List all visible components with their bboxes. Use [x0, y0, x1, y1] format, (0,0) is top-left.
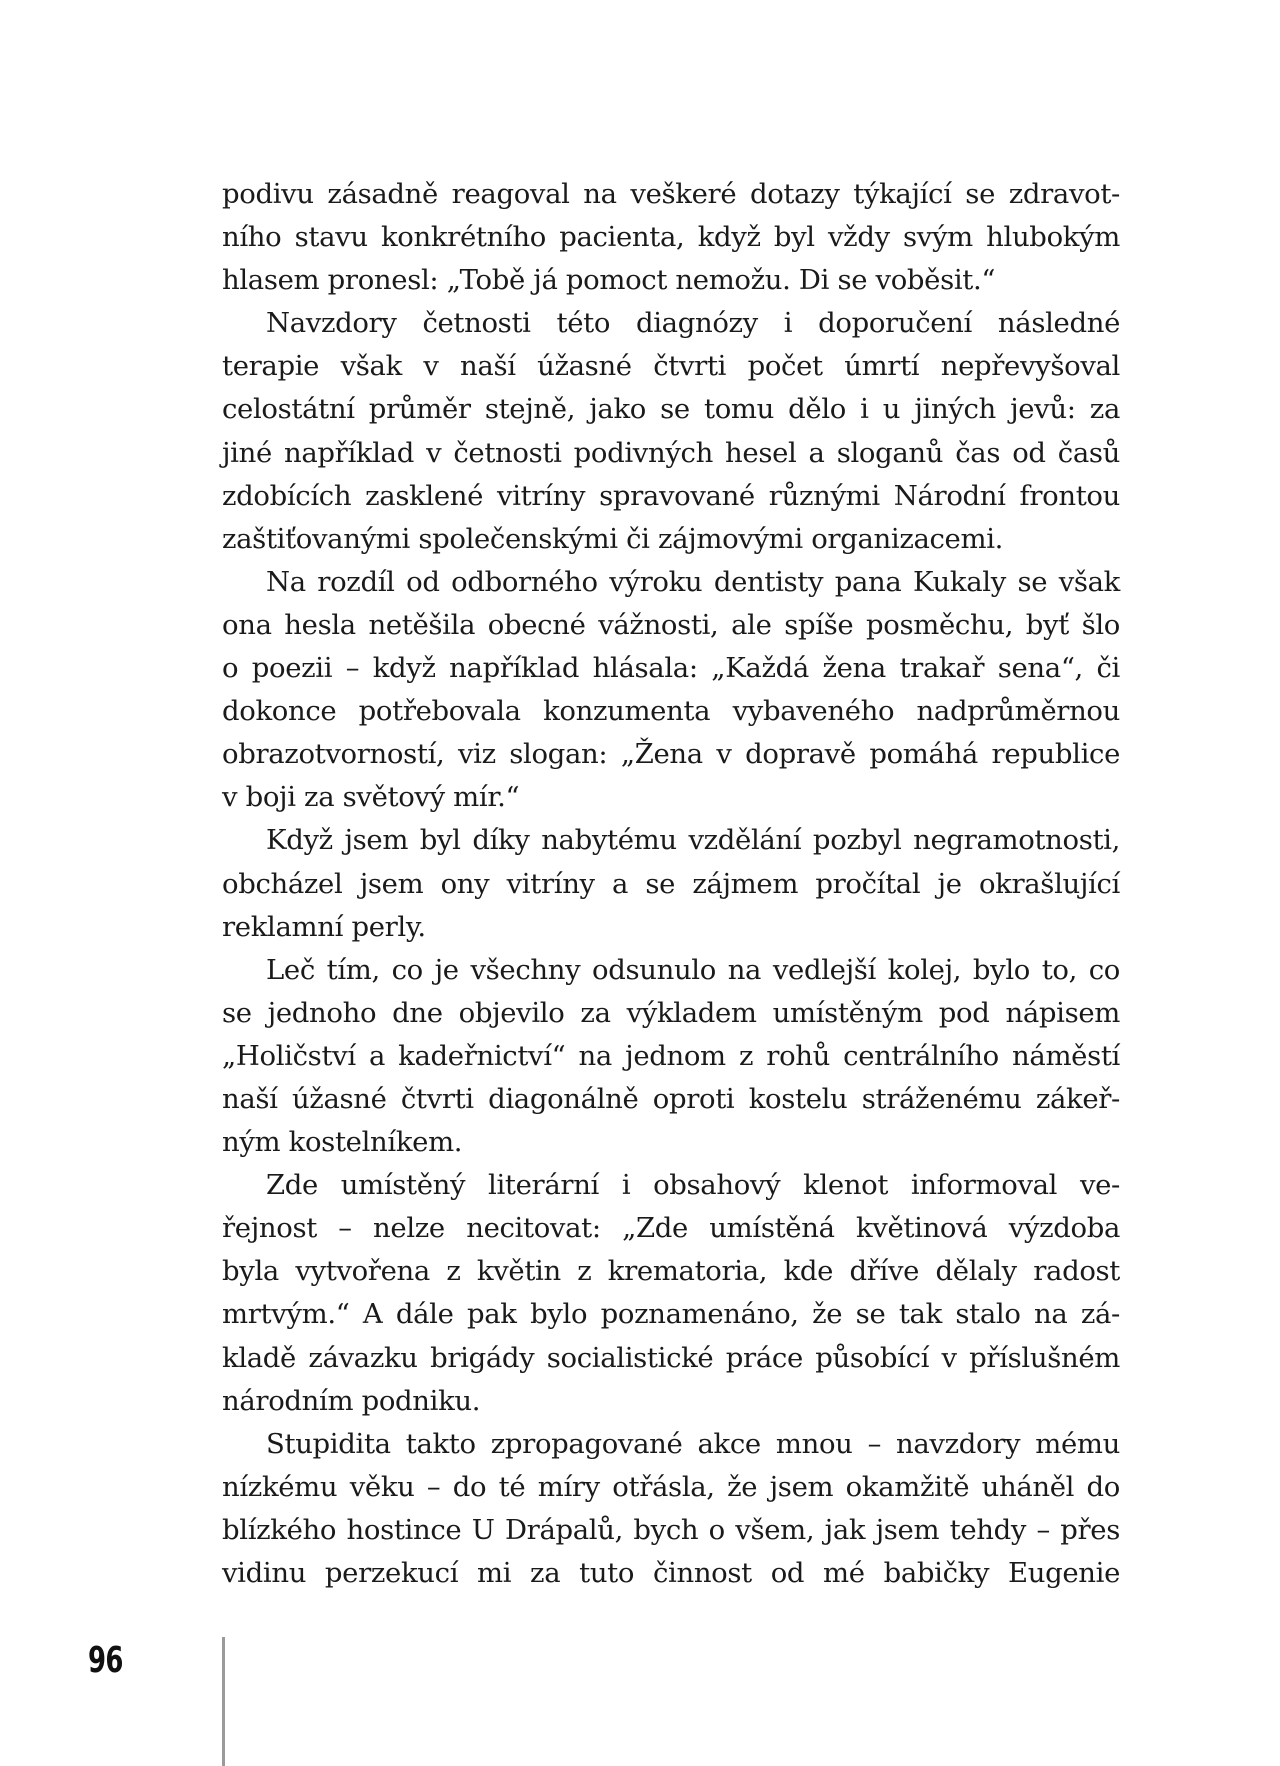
text-line: vidinu perzekucí mi za tuto činnost od mé babičky Eugenie [222, 1557, 1120, 1589]
page-number: 96 [88, 1640, 123, 1681]
text-line: dokonce potřebovala konzumenta vybaveného nadprůměrnou [222, 695, 1120, 728]
text-line: jiné například v četnosti podivných hesel a sloganů čas od časů [222, 436, 1120, 469]
text-line: byla vytvořena z květin z krematoria, kde dříve dělaly radost [222, 1255, 1120, 1288]
paragraph-first-line: Na rozdíl od odborného výroku dentisty pana Kukaly se však [266, 565, 1120, 598]
paragraph-first-line: Když jsem byl díky nabytému vzdělání pozbyl negramotnosti, [266, 824, 1120, 857]
text-line: obrazotvorností, viz slogan: „Žena v dopravě pomáhá republice [222, 738, 1120, 771]
text-line: se jednoho dne objevilo za výkladem umístěným pod nápisem [222, 996, 1120, 1029]
text-line: mrtvým.“ A dále pak bylo poznamenáno, že se tak stalo na zá- [222, 1298, 1120, 1331]
text-line: řejnost – nelze necitovat: „Zde umístěná květinová výzdoba [222, 1212, 1120, 1245]
text-line: ního stavu konkrétního pacienta, když byl vždy svým hlubokým [222, 221, 1120, 254]
text-line: blízkého hostince U Drápalů, bych o všem, jak jsem tehdy – přes [222, 1513, 1120, 1546]
text-line: hlasem pronesl: „Tobě já pomoct nemožu. Di se voběsit.“ [222, 264, 996, 297]
text-line: obcházel jsem ony vitríny a se zájmem pročítal je okrašlující [222, 867, 1120, 900]
text-line: ným kostelníkem. [222, 1126, 463, 1159]
paragraph-first-line: Navzdory četnosti této diagnózy i doporučení následné [266, 307, 1120, 340]
margin-rule [222, 1637, 225, 1766]
text-line: „Holičství a kadeřnictví“ na jednom z rohů centrálního náměstí [222, 1039, 1120, 1072]
text-line: národním podniku. [222, 1384, 481, 1417]
paragraph-first-line: Zde umístěný literární i obsahový klenot informoval ve- [266, 1169, 1120, 1202]
text-line: zdobících zasklené vitríny spravované různými Národní frontou [222, 479, 1120, 512]
text-line: reklamní perly. [222, 910, 426, 943]
paragraph-first-line: Leč tím, co je všechny odsunulo na vedlejší kolej, bylo to, co [266, 953, 1120, 986]
text-line: naší úžasné čtvrti diagonálně oproti kostelu stráženému zákeř- [222, 1082, 1120, 1115]
text-line: celostátní průměr stejně, jako se tomu dělo i u jiných jevů: za [222, 393, 1120, 426]
text-line: podivu zásadně reagoval na veškeré dotazy týkající se zdravot- [222, 178, 1120, 210]
text-line: ona hesla netěšila obecné vážnosti, ale spíše posměchu, byť šlo [222, 608, 1120, 641]
text-line: zaštiťovanými společenskými či zájmovými organizacemi. [222, 522, 1004, 555]
text-line: terapie však v naší úžasné čtvrti počet úmrtí nepřevyšoval [222, 350, 1120, 383]
paragraph-first-line: Stupidita takto zpropagované akce mnou – navzdory mému [266, 1427, 1120, 1460]
body-text [222, 173, 1120, 1595]
text-line: o poezii – když například hlásala: „Každá žena trakař sena“, či [222, 652, 1120, 685]
text-line: nízkému věku – do té míry otřásla, že jsem okamžitě uháněl do [222, 1470, 1120, 1503]
text-line: v boji za světový mír.“ [222, 781, 520, 814]
text-line: kladě závazku brigády socialistické práce působící v příslušném [222, 1341, 1120, 1374]
